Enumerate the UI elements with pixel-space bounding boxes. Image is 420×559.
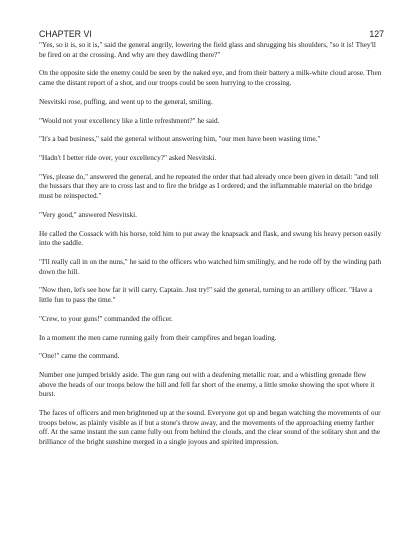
paragraph: "I'll really call in on the nuns," he said to the officers who watched him smilingly, and he rode off by the winding path down the hill. [39,258,382,276]
paragraph: "Yes, please do," answered the general, and he repeated the order that had already once been given in detail: "and tell the hussars that they are to cross last and to fire the bridge as I ordered; and the inflammable material on the bridge must be reinspected." [39,172,379,201]
paragraph: Nesvitski rose, puffing, and went up to the general, smiling. [39,97,213,106]
paragraph: In a moment the men came running gaily from their campfires and began loading. [39,333,277,342]
paragraph: "One!" came the command. [39,352,120,361]
running-head [39,28,384,40]
paragraph: "Would not your excellency like a little refreshment?" he said. [39,116,220,125]
paragraph: On the opposite side the enemy could be seen by the naked eye, and from their battery a milk-white cloud arose. Then came the distant report of a shot, and our troops could be seen hurrying to the crossing. [39,69,382,87]
paragraph: Number one jumped briskly aside. The gun rang out with a deafening metallic roar, and a whistling grenade flew above the heads of our troops below the hill and fell far short of the enemy, a little smoke showing the spot where it burst. [39,371,375,399]
paragraph: "Very good," answered Nesvitski. [39,210,137,219]
body-text [39,41,384,457]
chapter-label: CHAPTER VI [39,29,92,39]
paragraph: "Now then, let's see how far it will carry, Captain. Just try!" said the general, turning to an artillery officer. "Have a little fun to pass the time." [39,286,373,304]
paragraph: "Yes, so it is, so it is," said the general angrily, lowering the field glass and shrugging his shoulders, "so it is! They'll be fired on at the crossing. And why are they dawdling there?" [39,41,376,59]
paragraph: "Crew, to your guns!" commanded the officer. [39,314,173,323]
paragraph: The faces of officers and men brightened up at the sound. Everyone got up and began watching the movements of our troops below, as plainly visible as if but a stone's throw away, and the movements of the approaching enemy farther off. At the same instant the sun came fully out from behind the clouds, and the clear sound of the solitary shot and the brilliance of the bright sunshine merged in a single joyous and spirited impression. [39,409,381,446]
paragraph: "Hadn't I better ride over, your excellency?" asked Nesvitski. [39,154,217,163]
page-number: 127 [369,29,384,39]
paragraph: He called the Cossack with his horse, told him to put away the knapsack and flask, and swung his heavy person easily into the saddle. [39,229,382,248]
paragraph: "It's a bad business," said the general without answering him, "our men have been wasting time." [39,135,321,144]
